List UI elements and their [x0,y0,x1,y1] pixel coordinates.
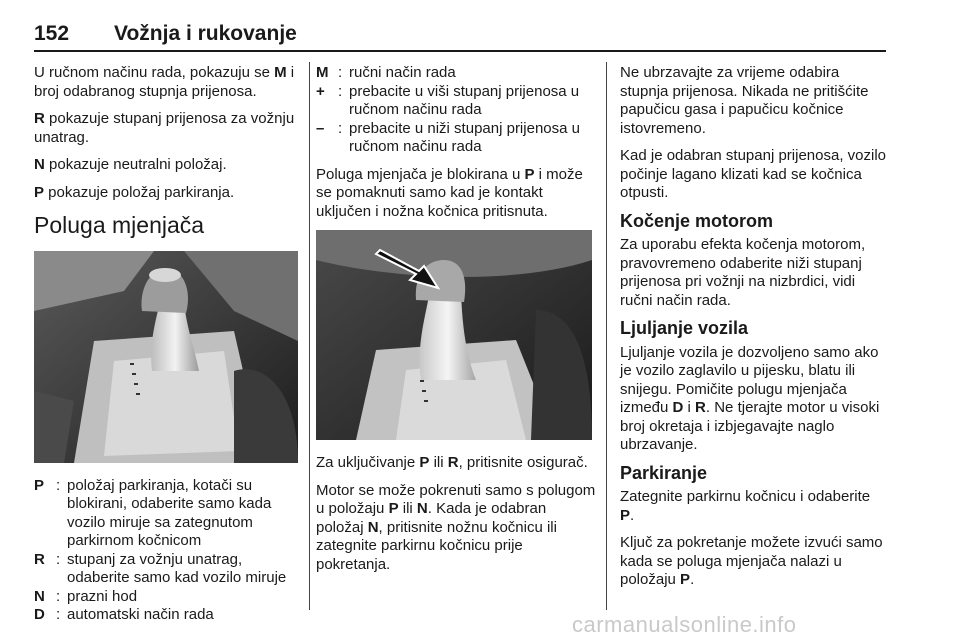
definition-item: – : prebacite u niži stupanj prijenosa u ručnom načinu rada [316,119,580,155]
paragraph: P pokazuje položaj parkiranja. [34,183,235,201]
paragraph: N pokazuje neutralni položaj. [34,156,227,173]
paragraph: Poluga mjenjača je blokirana u P i može se pomaknuti samo kad je kontakt uključen i nožna kočnica pritisnuta. [316,165,583,220]
column-1 [34,64,302,634]
paragraph: Motor se može pokrenuti samo s polugom u položaju P ili N. Kada je odabran položaj N, pritisnite nožnu kočnicu ili zategnite parkirnu kočnicu prije pokretanja. [316,481,596,573]
subsection-heading: Kočenje motorom [620,210,774,231]
definition-item: M : ručni način rada [316,64,456,81]
definition-item: N : prazni hod [34,587,138,605]
paragraph: Za uporabu efekta kočenja motorom, pravovremeno odaberite niži stupanj prijenosa pri vožnji na nizbrdici, vidi ručni način rada. [620,236,866,309]
column-2 [316,64,596,583]
paragraph: Ključ za pokretanje možete izvući samo kada se poluga mjenjača nalazi u položaju P. [620,534,883,588]
page-number: 152 [34,22,70,45]
paragraph: Zategnite parkirnu kočnicu i odaberite P. [620,488,871,524]
header-rule [34,50,886,52]
definition-list [34,477,302,625]
page-header [34,22,886,50]
column-divider [606,62,607,610]
subsection-heading: Ljuljanje vozila [620,318,749,338]
definition-item: R : stupanj za vožnju unatrag, odaberite samo kad vozilo miruje [34,550,287,586]
gear-lever-photo [34,251,298,463]
paragraph: U ručnom načinu rada, pokazuju se M i broj odabranog stupnja prijenosa. [34,64,295,100]
watermark: carmanualsonline.info [572,612,797,637]
column-divider [309,62,310,610]
definition-item: D : automatski način rada [34,606,214,623]
paragraph: R pokazuje stupanj prijenosa za vožnju unatrag. [34,110,295,146]
shift-lock-photo [316,230,592,440]
paragraph: Kad je odabran stupanj prijenosa, vozilo počinje lagano klizati kad se kočnica otpusti. [620,147,887,201]
section-heading: Poluga mjenjača [34,212,205,238]
definition-item: P : položaj parkiranja, kotači su blokirani, odaberite samo kada vozilo miruje sa zategnutom parkirnom kočnicom [34,476,272,549]
paragraph: Ljuljanje vozila je dozvoljeno samo ako je vozilo zaglavilo u pijesku, blatu ili snijegu. Pomičite polugu mjenjača između D i R. Ne tjerajte motor u visoki broj okretaja i izbjegavajte naglo ubrzavanje. [620,343,880,453]
paragraph: Ne ubrzavajte za vrijeme odabira stupnja prijenosa. Nikada ne pritišćite papučicu gasa i papučicu kočnice istovremeno. [620,64,869,137]
page-title: Vožnja i rukovanje [114,22,297,45]
definition-list [316,64,596,157]
column-3 [620,64,888,599]
subsection-heading: Parkiranje [620,462,708,483]
paragraph: Za uključivanje P ili R, pritisnite osigurač. [316,454,588,471]
definition-item: + : prebacite u viši stupanj prijenosa u ručnom načinu rada [316,82,580,118]
